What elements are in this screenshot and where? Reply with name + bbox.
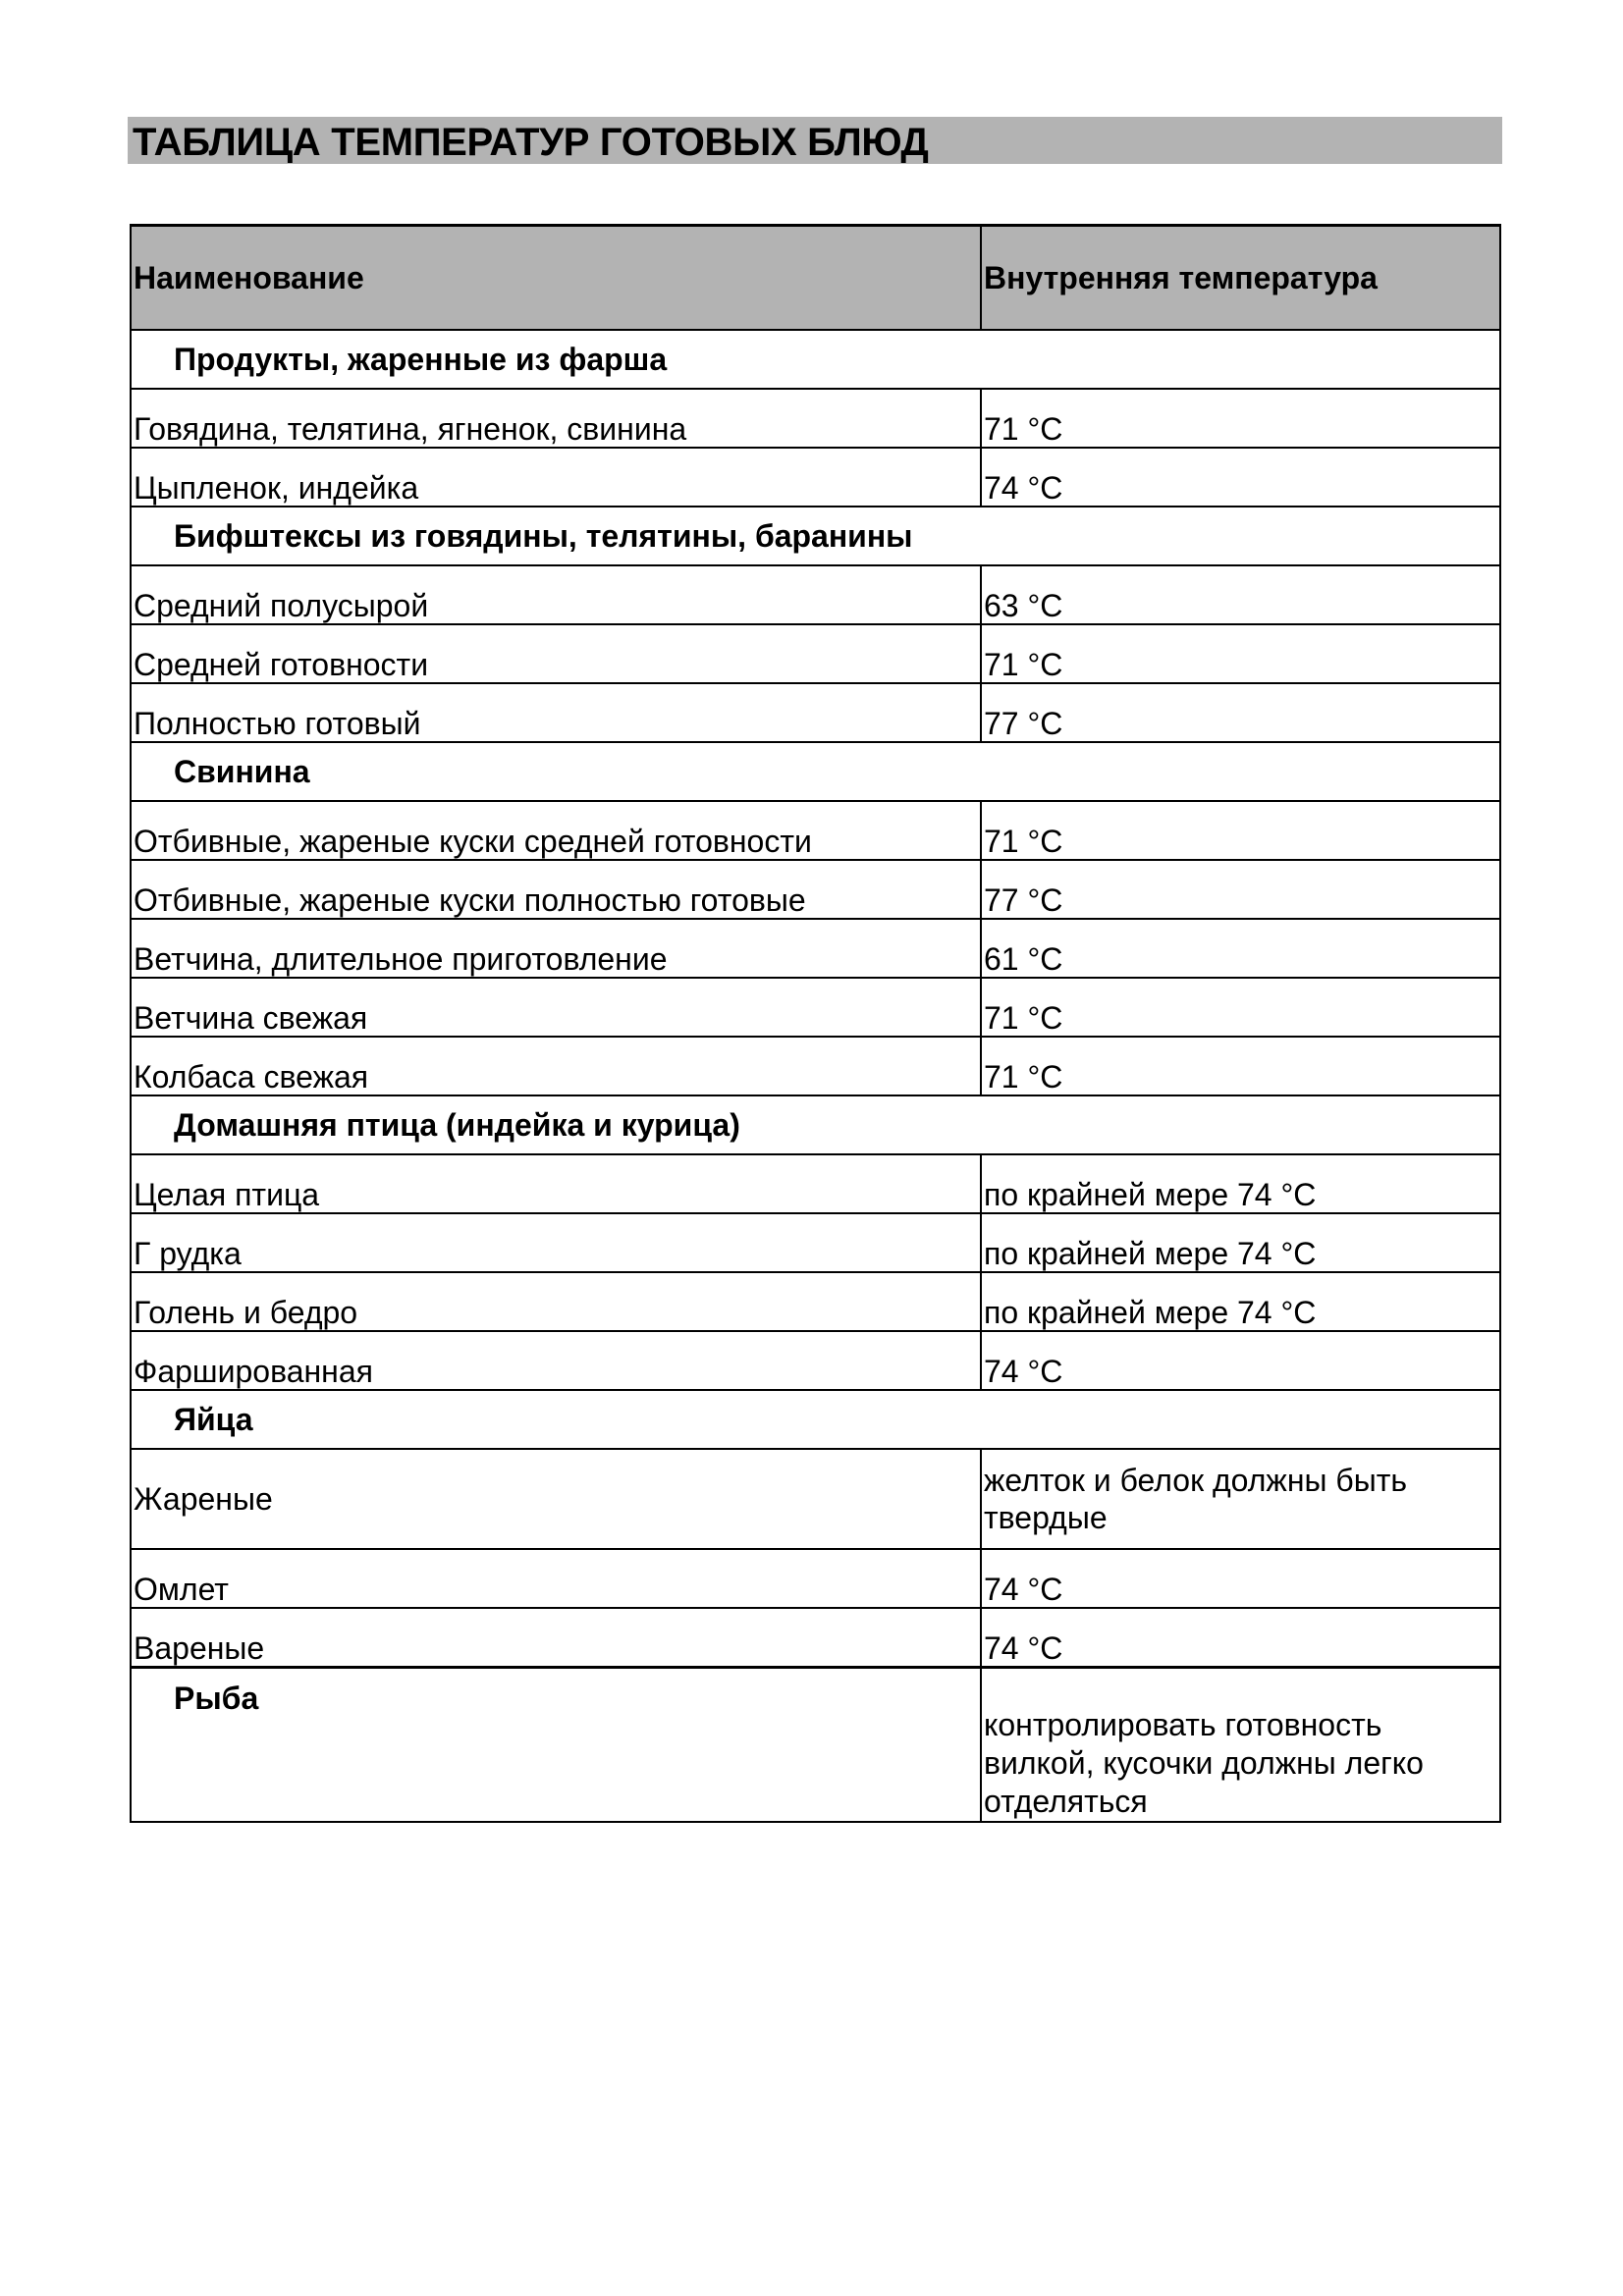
item-name: Колбаса свежая <box>131 1037 981 1095</box>
page-title: ТАБЛИЦА ТЕМПЕРАТУР ГОТОВЫХ БЛЮД <box>133 121 929 164</box>
item-name: Цыпленок, индейка <box>131 448 981 507</box>
section-title: Рыба <box>131 1668 981 1823</box>
table-row <box>131 1272 1500 1331</box>
item-temp: по крайней мере 74 °C <box>981 1272 1500 1331</box>
section-row <box>131 507 1500 565</box>
table-row <box>131 1213 1500 1272</box>
section-row <box>131 1095 1500 1154</box>
table-row <box>131 1331 1500 1390</box>
item-name: Г рудка <box>131 1213 981 1272</box>
table-header-row <box>131 226 1500 331</box>
item-temp: желток и белок должны быть твердые <box>981 1449 1500 1549</box>
section-title: Бифштексы из говядины, телятины, баранины <box>131 507 1500 565</box>
table-row <box>131 565 1500 624</box>
item-temp: 77 °C <box>981 683 1500 742</box>
item-name: Отбивные, жареные куски средней готовности <box>131 801 981 860</box>
table-row <box>131 624 1500 683</box>
temperature-table <box>130 224 1501 1823</box>
section-row <box>131 742 1500 801</box>
item-name: Омлет <box>131 1549 981 1608</box>
table-row <box>131 1549 1500 1608</box>
table-row <box>131 978 1500 1037</box>
table-row <box>131 801 1500 860</box>
item-temp: 71 °C <box>981 389 1500 448</box>
item-name: Вареные <box>131 1608 981 1668</box>
item-temp: 74 °C <box>981 1608 1500 1668</box>
header-temperature: Внутренняя температура <box>981 226 1500 331</box>
table-row <box>131 1154 1500 1213</box>
item-temp: 71 °C <box>981 978 1500 1037</box>
title-bar <box>128 117 1502 164</box>
table-row <box>131 1608 1500 1668</box>
table-row <box>131 1449 1500 1549</box>
item-temp: 74 °C <box>981 1549 1500 1608</box>
item-name: Говядина, телятина, ягненок, свинина <box>131 389 981 448</box>
section-title: Свинина <box>131 742 1500 801</box>
item-temp: 71 °C <box>981 801 1500 860</box>
item-name: Отбивные, жареные куски полностью готовые <box>131 860 981 919</box>
section-row <box>131 1390 1500 1449</box>
item-temp: по крайней мере 74 °C <box>981 1213 1500 1272</box>
item-temp: 71 °C <box>981 624 1500 683</box>
table-row <box>131 683 1500 742</box>
item-temp: 63 °C <box>981 565 1500 624</box>
table-row <box>131 448 1500 507</box>
item-name: Голень и бедро <box>131 1272 981 1331</box>
item-temp: 71 °C <box>981 1037 1500 1095</box>
section-row <box>131 330 1500 389</box>
item-name: Ветчина свежая <box>131 978 981 1037</box>
table-row <box>131 919 1500 978</box>
item-name: Целая птица <box>131 1154 981 1213</box>
table-row <box>131 389 1500 448</box>
table-row <box>131 1668 1500 1823</box>
item-temp: 61 °C <box>981 919 1500 978</box>
table-row <box>131 1037 1500 1095</box>
item-temp: 74 °C <box>981 448 1500 507</box>
item-temp: по крайней мере 74 °C <box>981 1154 1500 1213</box>
table-row <box>131 860 1500 919</box>
section-title: Продукты, жаренные из фарша <box>131 330 1500 389</box>
item-temp: 74 °C <box>981 1331 1500 1390</box>
item-temp: контролировать готовность вилкой, кусочки должны легко отделяться <box>981 1668 1500 1823</box>
item-name: Средней готовности <box>131 624 981 683</box>
header-name: Наименование <box>131 226 981 331</box>
item-name: Ветчина, длительное приготовление <box>131 919 981 978</box>
item-name: Фаршированная <box>131 1331 981 1390</box>
section-title: Яйца <box>131 1390 1500 1449</box>
section-title: Домашняя птица (индейка и курица) <box>131 1095 1500 1154</box>
item-name: Средний полусырой <box>131 565 981 624</box>
item-name: Жареные <box>131 1449 981 1549</box>
item-temp: 77 °C <box>981 860 1500 919</box>
item-name: Полностью готовый <box>131 683 981 742</box>
